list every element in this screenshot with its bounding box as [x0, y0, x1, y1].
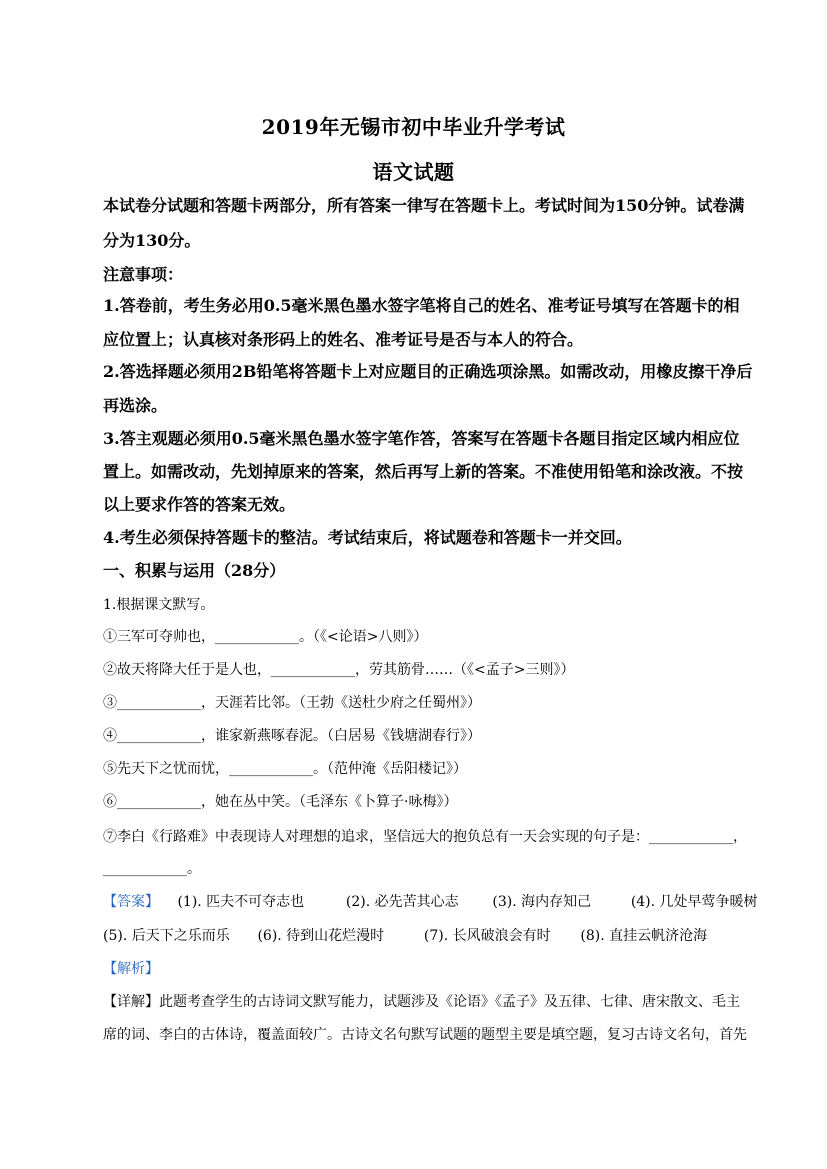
answer-item: (3). 海内存知己	[492, 894, 592, 910]
exam-subtitle: 语文试题	[372, 160, 455, 184]
note-4: 4.考生必须保持答题卡的整洁。考试结束后，将试题卷和答题卡一并交回。	[103, 528, 632, 547]
fill-item: ⑤先天下之忧而忧，____________。（范仲淹《岳阳楼记》）	[103, 761, 467, 777]
answer-item: (2). 必先苦其心志	[345, 894, 459, 910]
answer-item: (6). 待到山花烂漫时	[257, 928, 385, 944]
fill-item: ④____________，谁家新燕啄春泥。（白居易《钱塘湖春行》）	[103, 728, 481, 744]
answer-item: (5). 后天下之乐而乐	[103, 928, 230, 944]
answer-item: (4). 几处早莺争暖树	[630, 894, 758, 910]
fill-item: ⑦李白《行路难》中表现诗人对理想的追求，坚信远大的抱负总有一天会实现的句子是：____________，	[103, 829, 747, 845]
answer-row-2	[103, 925, 743, 945]
intro-line-1: 本试卷分试题和答题卡两部分，所有答案一律写在答题卡上。考试时间为150分钟。试卷满	[103, 196, 745, 215]
notes-heading: 注意事项：	[103, 265, 184, 284]
fill-item: ②故天将降大任于是人也，____________，劳其筋骨……（《<孟子>三则》）	[103, 662, 575, 678]
note-2b: 再选涂。	[103, 396, 168, 415]
answer-item: (8). 直挂云帆济沧海	[580, 928, 708, 944]
fill-item: ③____________，天涯若比邻。（王勃《送杜少府之任蜀州》）	[103, 695, 481, 711]
fill-item: ①三军可夺帅也，____________。（《<论语>八则》）	[103, 629, 428, 645]
note-1a: 1.答卷前，考生务必用0.5毫米黑色墨水签字笔将自己的姓名、准考证号填写在答题卡的相	[103, 296, 740, 315]
note-2a: 2.答选择题必须用2B铅笔将答题卡上对应题目的正确选项涂黑。如需改动，用橡皮擦干净后	[103, 362, 753, 381]
analysis-line-1: 【详解】此题考查学生的古诗词文默写能力，试题涉及《论语》《孟子》及五律、七律、唐宋散文、毛主	[103, 994, 740, 1010]
answer-row-1	[103, 891, 758, 911]
answer-label: 【答案】	[103, 894, 159, 910]
answer-item: (1). 匹夫不可夺志也	[177, 894, 305, 910]
section-heading: 一、积累与运用（28分）	[103, 561, 286, 580]
analysis-line-2: 席的词、李白的古体诗，覆盖面较广。古诗文名句默写试题的题型主要是填空题，复习古诗文名句，首先	[103, 1027, 747, 1043]
analysis-label: 【解析】	[103, 961, 159, 977]
answer-item: (7). 长风破浪会有时	[423, 928, 551, 944]
exam-title: 2019年无锡市初中毕业升学考试	[261, 115, 566, 139]
question-1: 1.根据课文默写。	[103, 597, 215, 613]
note-3a: 3.答主观题必须用0.5毫米黑色墨水签字笔作答，答案写在答题卡各题目指定区域内相应位	[103, 429, 740, 448]
fill-item: ____________。	[103, 861, 201, 877]
intro-line-2: 分为130分。	[103, 231, 201, 250]
note-3c: 以上要求作答的答案无效。	[103, 495, 296, 514]
fill-item: ⑥____________，她在丛中笑。（毛泽东《卜算子·咏梅》）	[103, 794, 458, 810]
note-3b: 置上。如需改动，先划掉原来的答案，然后再写上新的答案。不准使用铅笔和涂改液。不按	[103, 462, 744, 481]
note-1b: 应位置上；认真核对条形码上的姓名、准考证号是否与本人的符合。	[103, 330, 584, 349]
